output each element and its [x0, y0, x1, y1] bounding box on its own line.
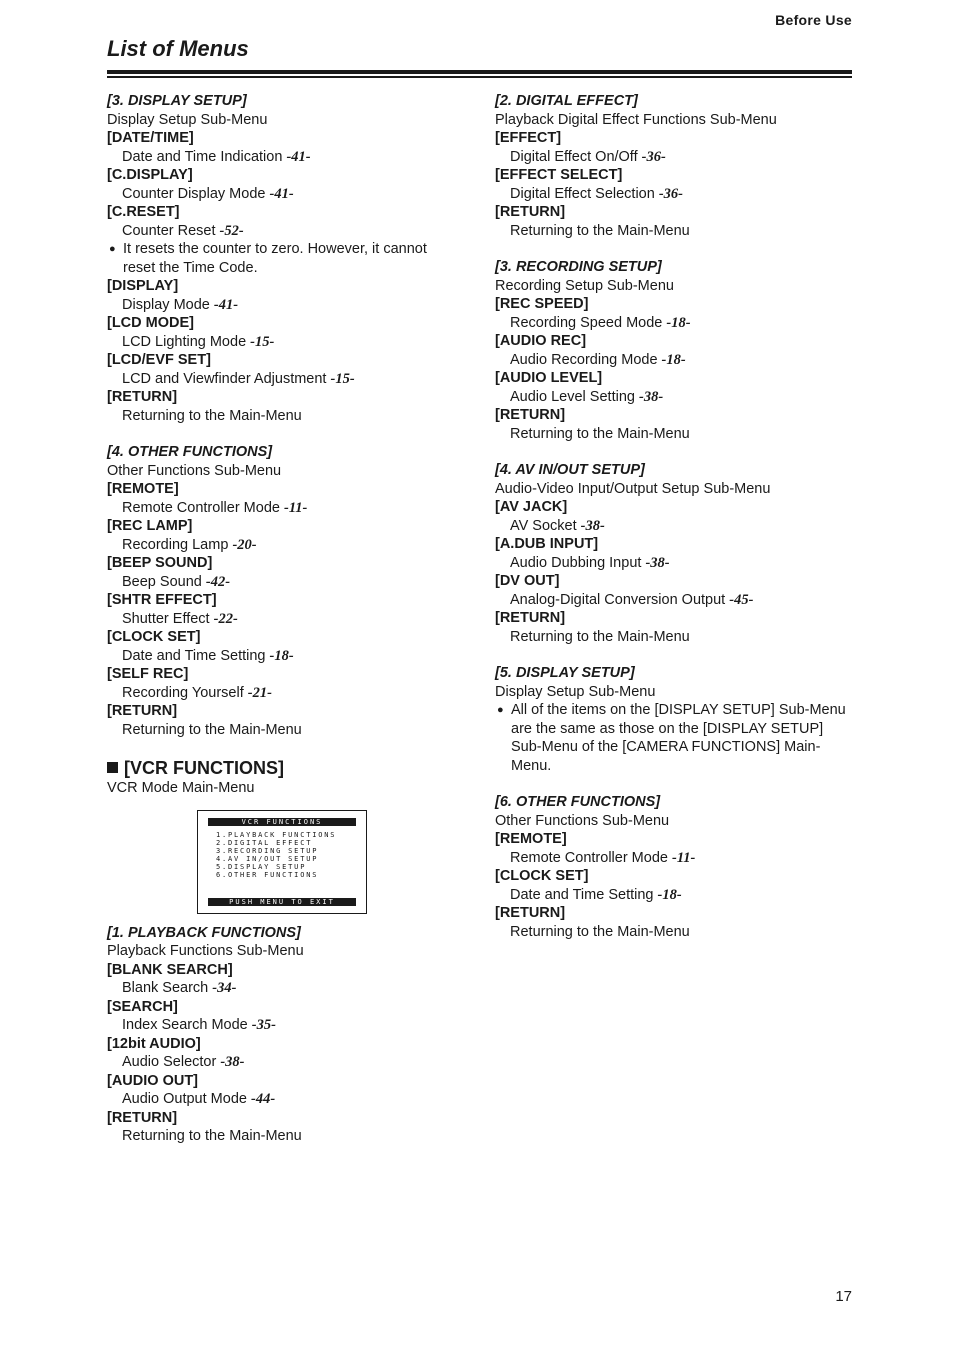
- menu-item-desc-text: Recording Speed Mode: [510, 314, 663, 331]
- page-reference: -18-: [269, 647, 294, 664]
- page-reference: -38-: [638, 388, 664, 405]
- section-title: [4. AV IN/OUT SETUP]: [495, 462, 645, 478]
- menu-item-description: [495, 923, 850, 942]
- vcr-heading-text: [VCR FUNCTIONS]: [124, 758, 284, 778]
- menu-item-key: [RETURN]: [495, 407, 566, 423]
- menu-item-key: [DATE/TIME]: [107, 130, 194, 146]
- left-top-sections: [107, 92, 462, 739]
- page-number: 17: [835, 1288, 852, 1305]
- menu-item-desc-text: Display Mode: [122, 296, 210, 313]
- menu-item-description: [495, 314, 850, 333]
- screen-menu-line: 2.DIGITAL EFFECT: [216, 838, 313, 847]
- title-rule-thick: [107, 70, 852, 74]
- menu-item-description: [495, 849, 850, 868]
- menu-item-desc-text: Returning to the Main-Menu: [122, 721, 302, 738]
- page-reference: -44-: [250, 1091, 276, 1107]
- menu-item-key: [LCD/EVF SET]: [107, 352, 211, 368]
- menu-item-key: [RETURN]: [495, 610, 566, 626]
- menu-item-description: [495, 591, 850, 610]
- section-title: [6. OTHER FUNCTIONS]: [495, 794, 661, 810]
- vcr-subtitle: VCR Mode Main-Menu: [107, 780, 255, 796]
- section-subtitle: Other Functions Sub-Menu: [495, 812, 670, 829]
- menu-item-description: [107, 536, 462, 555]
- menu-item-key: [DISPLAY]: [107, 278, 179, 294]
- section-title: [3. DISPLAY SETUP]: [107, 93, 247, 109]
- menu-item-key: [AUDIO REC]: [495, 333, 587, 349]
- screen-menu-line: 4.AV IN/OUT SETUP: [216, 854, 319, 863]
- menu-item-desc-text: Date and Time Setting: [122, 647, 266, 664]
- right-column: [495, 92, 850, 959]
- menu-item-desc-text: LCD and Viewfinder Adjustment: [122, 370, 327, 387]
- menu-section: [107, 924, 462, 1146]
- menu-item-desc-text: Analog-Digital Conversion Output: [510, 591, 726, 608]
- menu-section: [495, 793, 850, 941]
- page-reference: -36-: [658, 185, 684, 202]
- menu-item-desc-text: Shutter Effect: [122, 610, 210, 627]
- menu-item-key: [C.RESET]: [107, 204, 180, 220]
- menu-item-description: [495, 886, 850, 905]
- page-reference: -22-: [213, 610, 238, 627]
- menu-item-key: [BLANK SEARCH]: [107, 961, 233, 978]
- screen-menu-line: 1.PLAYBACK FUNCTIONS: [216, 830, 337, 839]
- page-reference: -52-: [219, 222, 244, 239]
- menu-item-key: [RETURN]: [107, 1109, 178, 1126]
- menu-item-description: [107, 499, 462, 518]
- menu-item-key: [EFFECT]: [495, 130, 562, 146]
- menu-item-desc-text: Recording Lamp: [122, 536, 229, 553]
- section-subtitle: Other Functions Sub-Menu: [107, 462, 282, 479]
- section-subtitle: Display Setup Sub-Menu: [107, 111, 268, 128]
- menu-item-key: [REC LAMP]: [107, 518, 193, 534]
- menu-item-description: [107, 573, 462, 592]
- menu-item-desc-text: Audio Level Setting: [510, 388, 635, 405]
- menu-item-key: [RETURN]: [495, 204, 566, 220]
- section-title: [4. OTHER FUNCTIONS]: [107, 444, 273, 460]
- menu-item-desc-text: Counter Reset: [122, 222, 216, 239]
- menu-item-description: [107, 407, 462, 426]
- page-reference: -18-: [657, 886, 682, 903]
- menu-item-description: [495, 351, 850, 370]
- menu-item-key: [REC SPEED]: [495, 296, 589, 312]
- menu-item-key: [A.DUB INPUT]: [495, 536, 599, 552]
- section-title: [5. DISPLAY SETUP]: [495, 665, 635, 681]
- menu-item-key: [AUDIO LEVEL]: [495, 370, 603, 386]
- menu-item-key: [CLOCK SET]: [107, 629, 201, 645]
- vcr-functions-heading: [107, 757, 462, 779]
- menu-item-description: [107, 296, 462, 315]
- screen-footer-bar: PUSH MENU TO EXIT: [208, 898, 356, 906]
- menu-item-description: [107, 370, 462, 389]
- page-reference: -35-: [251, 1017, 276, 1033]
- menu-item-desc-text: Remote Controller Mode: [122, 499, 280, 516]
- menu-item-key: [REMOTE]: [107, 481, 179, 497]
- menu-item-key: [SELF REC]: [107, 666, 189, 682]
- menu-item-desc-text: Remote Controller Mode: [510, 849, 668, 866]
- menu-item-desc-text: Counter Display Mode: [122, 185, 266, 202]
- menu-item-description: [107, 1016, 462, 1035]
- page-reference: -20-: [232, 536, 257, 553]
- menu-item-description: [495, 185, 850, 204]
- menu-item-description: [107, 647, 462, 666]
- menu-item-note: ● It resets the counter to zero. However, it cannot reset the Time Code.: [107, 240, 462, 277]
- page-reference: -21-: [247, 684, 272, 701]
- menu-item-description: [495, 554, 850, 573]
- menu-item-description: [495, 148, 850, 167]
- menu-item-description: [107, 1127, 462, 1146]
- menu-item-desc-text: AV Socket: [510, 517, 577, 534]
- page-reference: -38-: [220, 1054, 245, 1070]
- screen-menu-line: 3.RECORDING SETUP: [216, 846, 319, 855]
- menu-item-desc-text: Blank Search: [122, 980, 209, 996]
- menu-item-key: [REMOTE]: [495, 831, 567, 847]
- menu-item-description: [107, 185, 462, 204]
- square-bullet-icon: [107, 762, 118, 773]
- section-title: [1. PLAYBACK FUNCTIONS]: [107, 924, 301, 941]
- page-reference: -42-: [205, 573, 231, 590]
- page-reference: -34-: [212, 980, 237, 996]
- menu-item-key: [RETURN]: [495, 905, 566, 921]
- title-rule-thin: [107, 76, 852, 78]
- menu-item-description: [107, 1090, 462, 1109]
- menu-section: [495, 664, 850, 775]
- menu-item-description: [107, 979, 462, 998]
- section-subtitle: Audio-Video Input/Output Setup Sub-Menu: [495, 480, 771, 497]
- menu-section: [495, 92, 850, 240]
- page-reference: -18-: [666, 314, 691, 331]
- menu-item-desc-text: Returning to the Main-Menu: [510, 628, 690, 645]
- menu-item-desc-text: Date and Time Indication: [122, 148, 283, 165]
- menu-item-key: [SEARCH]: [107, 998, 178, 1015]
- menu-item-description: [495, 517, 850, 536]
- page-reference: -11-: [284, 499, 308, 516]
- page-reference: -36-: [641, 148, 666, 165]
- section-subtitle: Playback Digital Effect Functions Sub-Menu: [495, 111, 777, 128]
- menu-item-key: [DV OUT]: [495, 573, 560, 589]
- menu-item-key: [LCD MODE]: [107, 315, 194, 331]
- page-reference: -18-: [661, 351, 686, 368]
- menu-item-description: [107, 333, 462, 352]
- menu-item-desc-text: LCD Lighting Mode: [122, 333, 247, 350]
- menu-item-desc-text: Digital Effect On/Off: [510, 148, 638, 165]
- section-note: ● All of the items on the [DISPLAY SETUP] Sub-Menu are the same as those on the [DISPLAY SETUP] Sub-Menu of the [CAMERA FUNCTIONS] Main-Menu.: [495, 701, 850, 775]
- menu-item-desc-text: Audio Selector: [122, 1054, 217, 1070]
- left-column: [107, 92, 462, 1164]
- menu-item-desc-text: Beep Sound: [122, 573, 202, 590]
- section-title: [3. RECORDING SETUP]: [495, 259, 662, 275]
- menu-item-description: [107, 610, 462, 629]
- page-reference: -38-: [580, 517, 605, 534]
- page-reference: -41-: [269, 185, 294, 202]
- screen-menu-line: 5.DISPLAY SETUP: [216, 862, 307, 871]
- menu-item-desc-text: Audio Recording Mode: [510, 351, 658, 368]
- menu-item-key: [RETURN]: [107, 389, 178, 405]
- section-title: [2. DIGITAL EFFECT]: [495, 93, 638, 109]
- page-title: List of Menus: [107, 36, 249, 61]
- menu-item-desc-text: Returning to the Main-Menu: [122, 1128, 302, 1144]
- header-section-label: Before Use: [775, 12, 852, 28]
- page-reference: -15-: [330, 370, 355, 387]
- menu-item-desc-text: Recording Yourself: [122, 684, 244, 701]
- menu-item-description: [107, 721, 462, 740]
- menu-item-desc-text: Audio Output Mode: [122, 1091, 247, 1107]
- menu-item-key: [SHTR EFFECT]: [107, 592, 217, 608]
- menu-item-desc-text: Audio Dubbing Input: [510, 554, 642, 571]
- menu-item-desc-text: Returning to the Main-Menu: [122, 407, 302, 424]
- section-subtitle: Recording Setup Sub-Menu: [495, 277, 674, 294]
- menu-item-description: [107, 684, 462, 703]
- menu-item-desc-text: Date and Time Setting: [510, 886, 654, 903]
- menu-item-key: [12bit AUDIO]: [107, 1035, 201, 1052]
- menu-item-desc-text: Index Search Mode: [122, 1017, 248, 1033]
- menu-item-key: [AUDIO OUT]: [107, 1072, 199, 1089]
- section-subtitle: Playback Functions Sub-Menu: [107, 943, 304, 959]
- menu-item-key: [CLOCK SET]: [495, 868, 589, 884]
- left-bottom-sections: [107, 924, 462, 1146]
- screen-title-bar: VCR FUNCTIONS: [208, 818, 356, 826]
- menu-item-description: [107, 148, 462, 167]
- menu-item-key: [C.DISPLAY]: [107, 167, 193, 183]
- menu-item-key: [EFFECT SELECT]: [495, 167, 623, 183]
- menu-item-key: [RETURN]: [107, 703, 178, 719]
- menu-item-description: [107, 222, 462, 241]
- vcr-functions-block: [107, 757, 462, 914]
- vcr-menu-screen: [197, 810, 367, 914]
- page-reference: -15-: [250, 333, 275, 350]
- page-reference: -41-: [286, 148, 311, 165]
- screen-menu-line: 6.OTHER FUNCTIONS: [216, 870, 319, 879]
- section-subtitle: Display Setup Sub-Menu: [495, 683, 656, 700]
- menu-item-description: [495, 628, 850, 647]
- menu-item-description: [495, 425, 850, 444]
- menu-section: [107, 443, 462, 739]
- menu-section: [495, 461, 850, 646]
- menu-item-desc-text: Digital Effect Selection: [510, 185, 655, 202]
- menu-item-desc-text: Returning to the Main-Menu: [510, 222, 690, 239]
- menu-item-desc-text: Returning to the Main-Menu: [510, 425, 690, 442]
- menu-item-description: [495, 222, 850, 241]
- page-reference: -11-: [672, 849, 696, 866]
- menu-item-description: [495, 388, 850, 407]
- menu-item-desc-text: Returning to the Main-Menu: [510, 923, 690, 940]
- screen-menu-lines: [216, 831, 336, 879]
- menu-section: [107, 92, 462, 425]
- page-reference: -41-: [213, 296, 239, 313]
- page-reference: -45-: [729, 591, 754, 608]
- menu-item-key: [AV JACK]: [495, 499, 568, 515]
- menu-item-description: [107, 1053, 462, 1072]
- page-reference: -38-: [645, 554, 670, 571]
- menu-section: [495, 258, 850, 443]
- menu-item-key: [BEEP SOUND]: [107, 555, 213, 571]
